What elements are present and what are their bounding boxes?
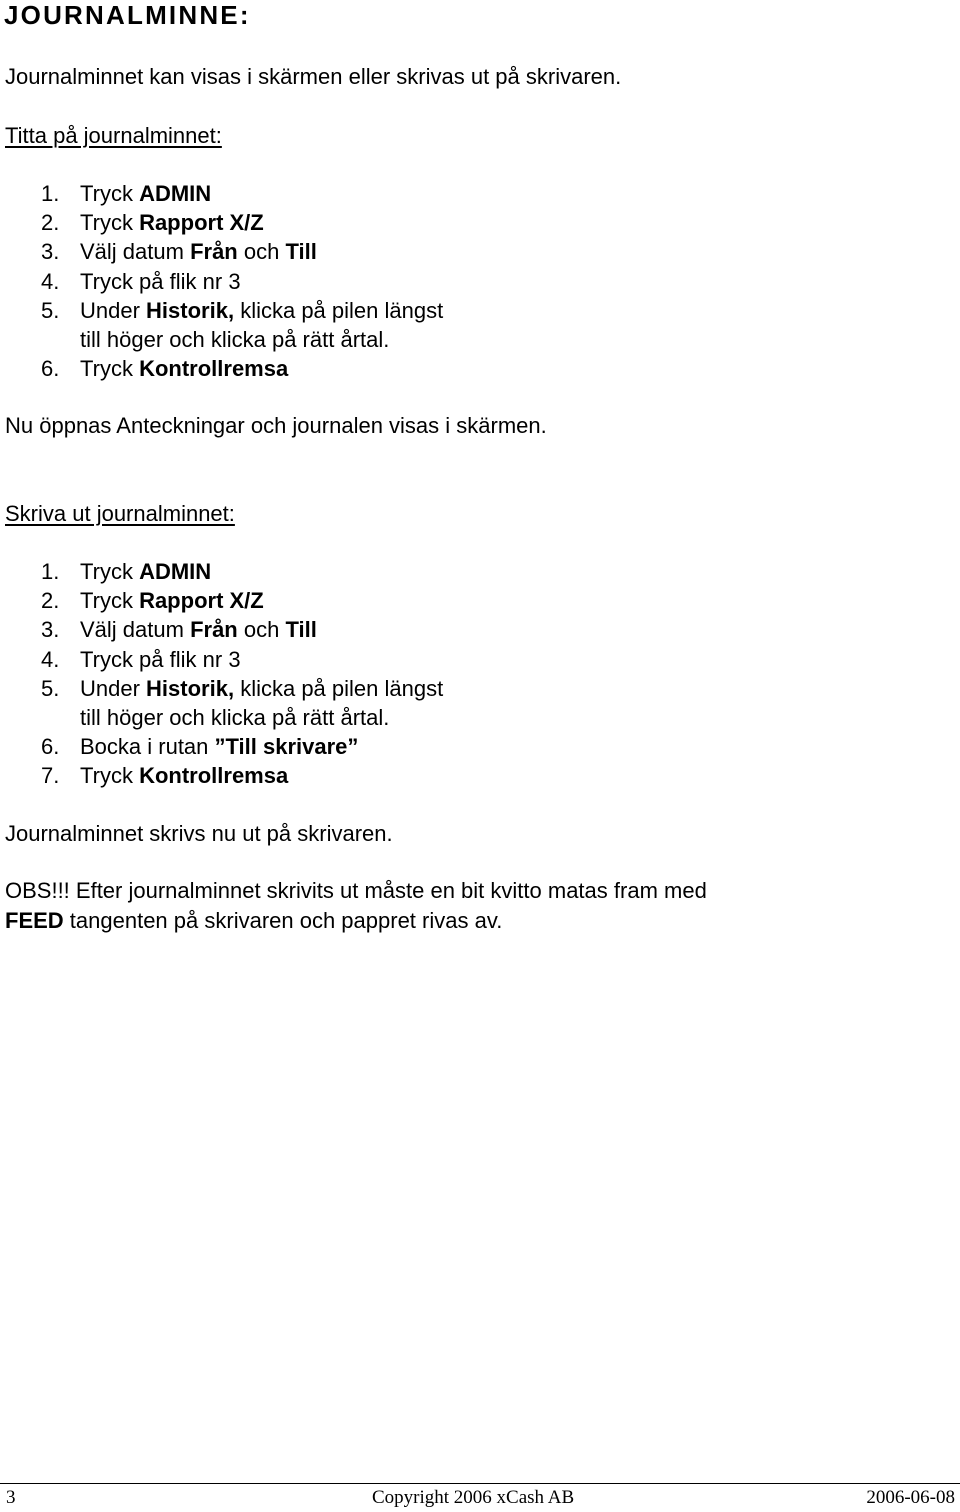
step-number: 2. bbox=[41, 210, 60, 236]
list-item bbox=[0, 325, 443, 354]
print-steps-list bbox=[0, 557, 443, 791]
step-keyword: Till bbox=[285, 617, 317, 643]
list-item bbox=[0, 354, 443, 383]
view-steps-list bbox=[0, 179, 443, 383]
step-text: Tryck på flik nr 3 bbox=[80, 268, 241, 294]
intro-text: Journalminnet kan visas i skärmen eller skrivas ut på skrivaren. bbox=[5, 64, 622, 89]
list-item bbox=[0, 267, 443, 296]
step-keyword: Från bbox=[190, 617, 238, 643]
step-text: till höger och klicka på rätt årtal. bbox=[80, 705, 390, 731]
obs-feed-key: FEED bbox=[5, 907, 64, 933]
step-text: Välj datum bbox=[80, 617, 191, 643]
obs-tail: tangenten på skrivaren och pappret rivas av. bbox=[63, 907, 503, 933]
step-text: Tryck bbox=[80, 559, 140, 584]
step-keyword: ”Till skrivare” bbox=[214, 734, 359, 760]
step-keyword: Rapport X/Z bbox=[139, 210, 264, 236]
step-keyword: Historik, bbox=[146, 297, 235, 323]
step-text: och bbox=[237, 239, 286, 265]
obs-note bbox=[5, 876, 725, 935]
step-text: Tryck bbox=[80, 181, 140, 206]
step-keyword: Historik, bbox=[146, 675, 235, 701]
step-keyword: Till bbox=[285, 239, 317, 265]
list-item bbox=[0, 237, 443, 266]
list-item bbox=[0, 674, 443, 703]
list-item bbox=[0, 645, 443, 674]
step-text: Under bbox=[80, 297, 147, 323]
list-item bbox=[0, 586, 443, 615]
footer-date: 2006-06-08 bbox=[866, 1487, 955, 1508]
print-result-text: Journalminnet skrivs nu ut på skrivaren. bbox=[5, 821, 393, 846]
list-item bbox=[0, 703, 443, 732]
step-number: 1. bbox=[41, 559, 60, 584]
step-number: 3. bbox=[41, 239, 60, 265]
section-print-heading: Skriva ut journalminnet: bbox=[5, 501, 235, 526]
step-number: 4. bbox=[41, 268, 60, 294]
step-text: Under bbox=[80, 675, 147, 701]
step-text: klicka på pilen längst bbox=[234, 675, 444, 701]
step-number: 3. bbox=[41, 617, 60, 643]
list-item bbox=[0, 732, 443, 761]
step-text: och bbox=[237, 617, 286, 643]
step-keyword: Från bbox=[190, 239, 238, 265]
step-text: till höger och klicka på rätt årtal. bbox=[80, 327, 390, 353]
step-number: 5. bbox=[41, 297, 60, 323]
step-number: 5. bbox=[41, 675, 60, 701]
step-text: Bocka i rutan bbox=[80, 734, 215, 760]
section-view-heading: Titta på journalminnet: bbox=[5, 123, 222, 148]
list-item bbox=[0, 761, 443, 790]
step-keyword: Kontrollremsa bbox=[139, 356, 289, 382]
step-text: Tryck bbox=[80, 588, 140, 614]
step-text: Tryck bbox=[80, 210, 140, 236]
step-text: Tryck bbox=[80, 763, 140, 789]
step-number: 4. bbox=[41, 646, 60, 672]
list-item bbox=[0, 296, 443, 325]
step-text: Välj datum bbox=[80, 239, 191, 265]
step-number: 6. bbox=[41, 734, 60, 760]
list-item bbox=[0, 615, 443, 644]
step-number: 1. bbox=[41, 181, 60, 206]
list-item bbox=[0, 208, 443, 237]
step-number: 7. bbox=[41, 763, 60, 789]
list-item bbox=[0, 557, 443, 586]
step-keyword: ADMIN bbox=[139, 559, 212, 584]
list-item bbox=[0, 179, 443, 208]
step-keyword: Rapport X/Z bbox=[139, 588, 264, 614]
view-result-text: Nu öppnas Anteckningar och journalen visas i skärmen. bbox=[5, 413, 547, 438]
obs-lead: OBS!!! Efter journalminnet skrivits ut måste en bit kvitto matas fram med bbox=[5, 878, 707, 903]
footer-page-number: 3 bbox=[6, 1487, 16, 1508]
step-text: Tryck på flik nr 3 bbox=[80, 646, 241, 672]
step-keyword: Kontrollremsa bbox=[139, 763, 289, 789]
step-number: 6. bbox=[41, 356, 60, 382]
step-text: klicka på pilen längst bbox=[234, 297, 444, 323]
footer-copyright: Copyright 2006 xCash AB bbox=[372, 1487, 575, 1508]
page-footer bbox=[0, 1483, 960, 1512]
page-title: JOURNALMINNE: bbox=[4, 0, 251, 30]
step-keyword: ADMIN bbox=[139, 181, 212, 206]
step-number: 2. bbox=[41, 588, 60, 614]
step-text: Tryck bbox=[80, 356, 140, 382]
